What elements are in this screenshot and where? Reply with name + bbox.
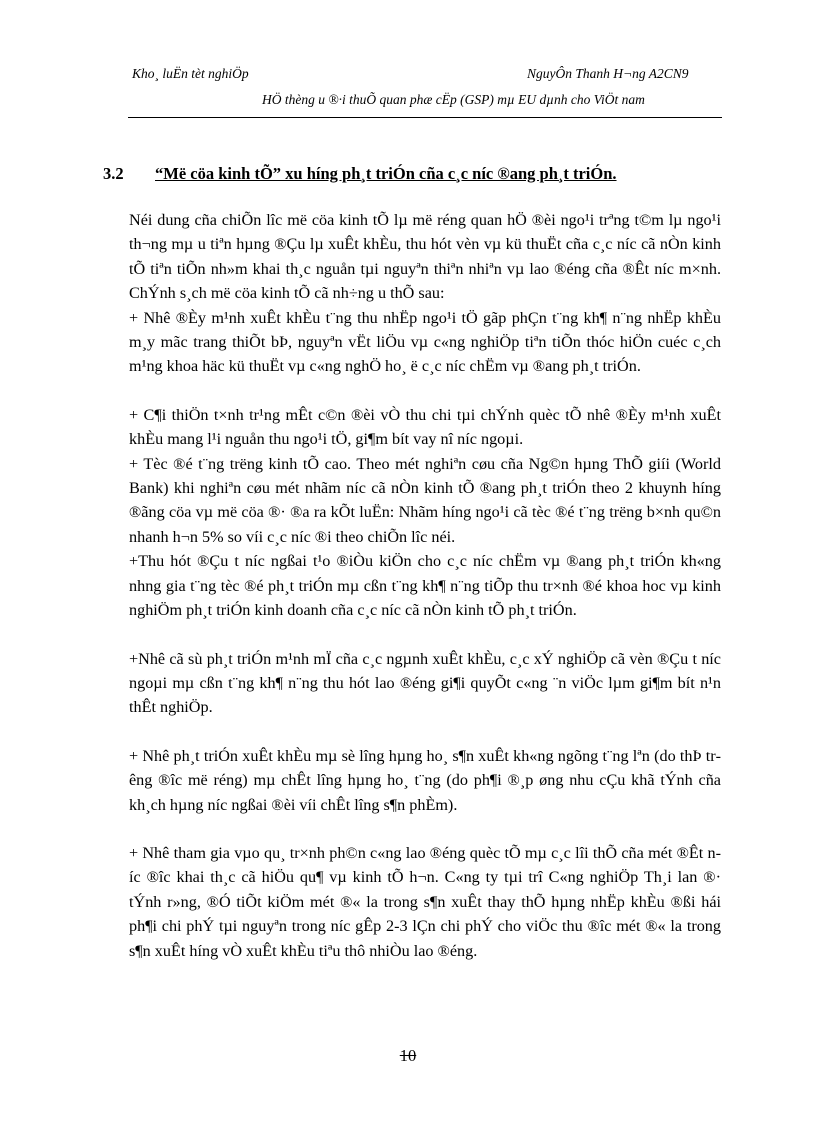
section-number: 3.2	[103, 164, 124, 183]
header-right: NguyÔn Thanh H¬ng A2CN9	[527, 66, 689, 81]
header-left: Kho¸ luËn tèt nghiÖp	[132, 66, 249, 81]
paragraph: Néi dung cña chiÕn lîc më cöa kinh tÕ lµ më réng quan hÖ ®èi ngo¹i trªng t©m lµ ngo¹i th¬ng mµ u tiªn hµng ®Çu lµ xuÊt khÈu, thu hót vèn vµ kü thuËt cña c¸c níc cã nÒn kinh tÕ tiªn tiÕn nh»m khai th¸c nguån tµi nguyªn thiªn nhiªn vµ lao ®éng cña ®Êt níc m×nh. ChÝnh s¸ch më cöa kinh tÕ cã nh÷ng u thÕ sau:	[129, 211, 721, 303]
page-number	[0, 1046, 816, 1066]
paragraph: + C¶i thiÖn t×nh tr¹ng mÊt c©n ®èi vÒ thu chi tµi chÝnh quèc tÕ nhê ®Èy m¹nh xuÊt khÈu mang l¹i nguån thu ngo¹i tÖ, gi¶m bít vay nî níc ngoµi.	[129, 405, 721, 449]
paragraph: + Tèc ®é t¨ng trëng kinh tÕ cao. Theo mét nghiªn cøu cña Ng©n hµng ThÕ giíi (World Bank) khi nghiªn cøu mét nhãm níc cã nÒn kinh tÕ ®ang ph¸t triÓn theo 2 khuynh híng ®ãng cöa vµ më cöa ®· ®a ra kÕt luËn: Nhãm híng ngo¹i cã tèc ®é t¨ng trëng b×nh qu©n nhanh h¬n 5% so víi c¸c níc ®i theo chiÕn lîc néi.	[129, 454, 721, 546]
body-text	[129, 208, 721, 963]
section-heading	[103, 164, 743, 184]
paragraph: + Nhê ®Èy m¹nh xuÊt khÈu t¨ng thu nhËp ngo¹i tÖ gãp phÇn t¨ng kh¶ n¨ng nhËp khÈu m¸y mãc trang thiÕt bÞ, nguyªn vËt liÖu vµ c«ng nghiÖp tiªn tiÕn thóc hiÖn cuéc c¸ch m¹ng khoa häc kü thuËt vµ c«ng nghÖ ho¸ ë c¸c níc chËm vµ ®ang ph¸t triÓn.	[129, 308, 721, 376]
paragraph: + Nhê ph¸t triÓn xuÊt khÈu mµ sè lîng hµng ho¸ s¶n xuÊt kh«ng ngõng t¨ng lªn (do thÞ trêng ®îc më réng) mµ chÊt lîng hµng ho¸ t¨ng (do ph¶i ®¸p øng nhu cÇu khã tÝnh cña kh¸ch hµng níc ngßai ®èi víi chÊt lîng s¶n phÈm).	[129, 746, 721, 814]
section-title: “Më cöa kinh tÕ” xu híng ph¸t triÓn cña c¸c níc ®ang ph¸t triÓn.	[155, 164, 617, 183]
paragraph: + Nhê tham gia vµo qu¸ tr×nh ph©n c«ng lao ®éng quèc tÕ mµ c¸c lîi thÕ cña mét ®Êt níc ®îc khai th¸c cã hiÖu qu¶ vµ kinh tÕ h¬n. C«ng ty tµi trî C«ng nghiÖp Th¸i lan ®· tÝnh r»ng, ®Ó tiÕt kiÖm mét ®« la trong s¶n xuÊt thay thÕ hµng nhËp khÈu ®ßi hái ph¶i chi phÝ tµi nguyªn trong níc gÊp 2-3 lÇn chi phÝ cho viÖc thu ®îc mét ®« la trong s¶n xuÊt híng vÒ xuÊt khÈu tiªu thô nhiÒu lao ®éng.	[129, 843, 721, 960]
header-subtitle: HÖ thèng u ®·i thuÕ quan phæ cËp (GSP) mµ EU dµnh cho ViÖt nam	[262, 92, 645, 107]
paragraph: +Thu hót ®Çu t níc ngßai t¹o ®iÒu kiÖn cho c¸c níc chËm vµ ®ang ph¸t triÓn kh«ng nhng gia t¨ng tèc ®é ph¸t triÓn mµ cßn t¨ng kh¶ n¨ng tiÕp thu tr×nh ®é khoa hoc vµ kinh nghiÖm ph¸t triÓn kinh doanh cña c¸c níc cã nÒn kinh tÕ ph¸t triÓn.	[129, 552, 721, 620]
header-rule	[128, 117, 722, 118]
paragraph: +Nhê cã sù ph¸t triÓn m¹nh mÏ cña c¸c ngµnh xuÊt khÈu, c¸c xÝ nghiÖp cã vèn ®Çu t níc ngoµi mµ cßn t¨ng kh¶ n¨ng thu hót lao ®éng gi¶i quyÕt c«ng ¨n viÖc lµm gi¶m bít n¹n thÊt nghiÖp.	[129, 649, 721, 717]
page-number-value: 10	[399, 1046, 417, 1065]
